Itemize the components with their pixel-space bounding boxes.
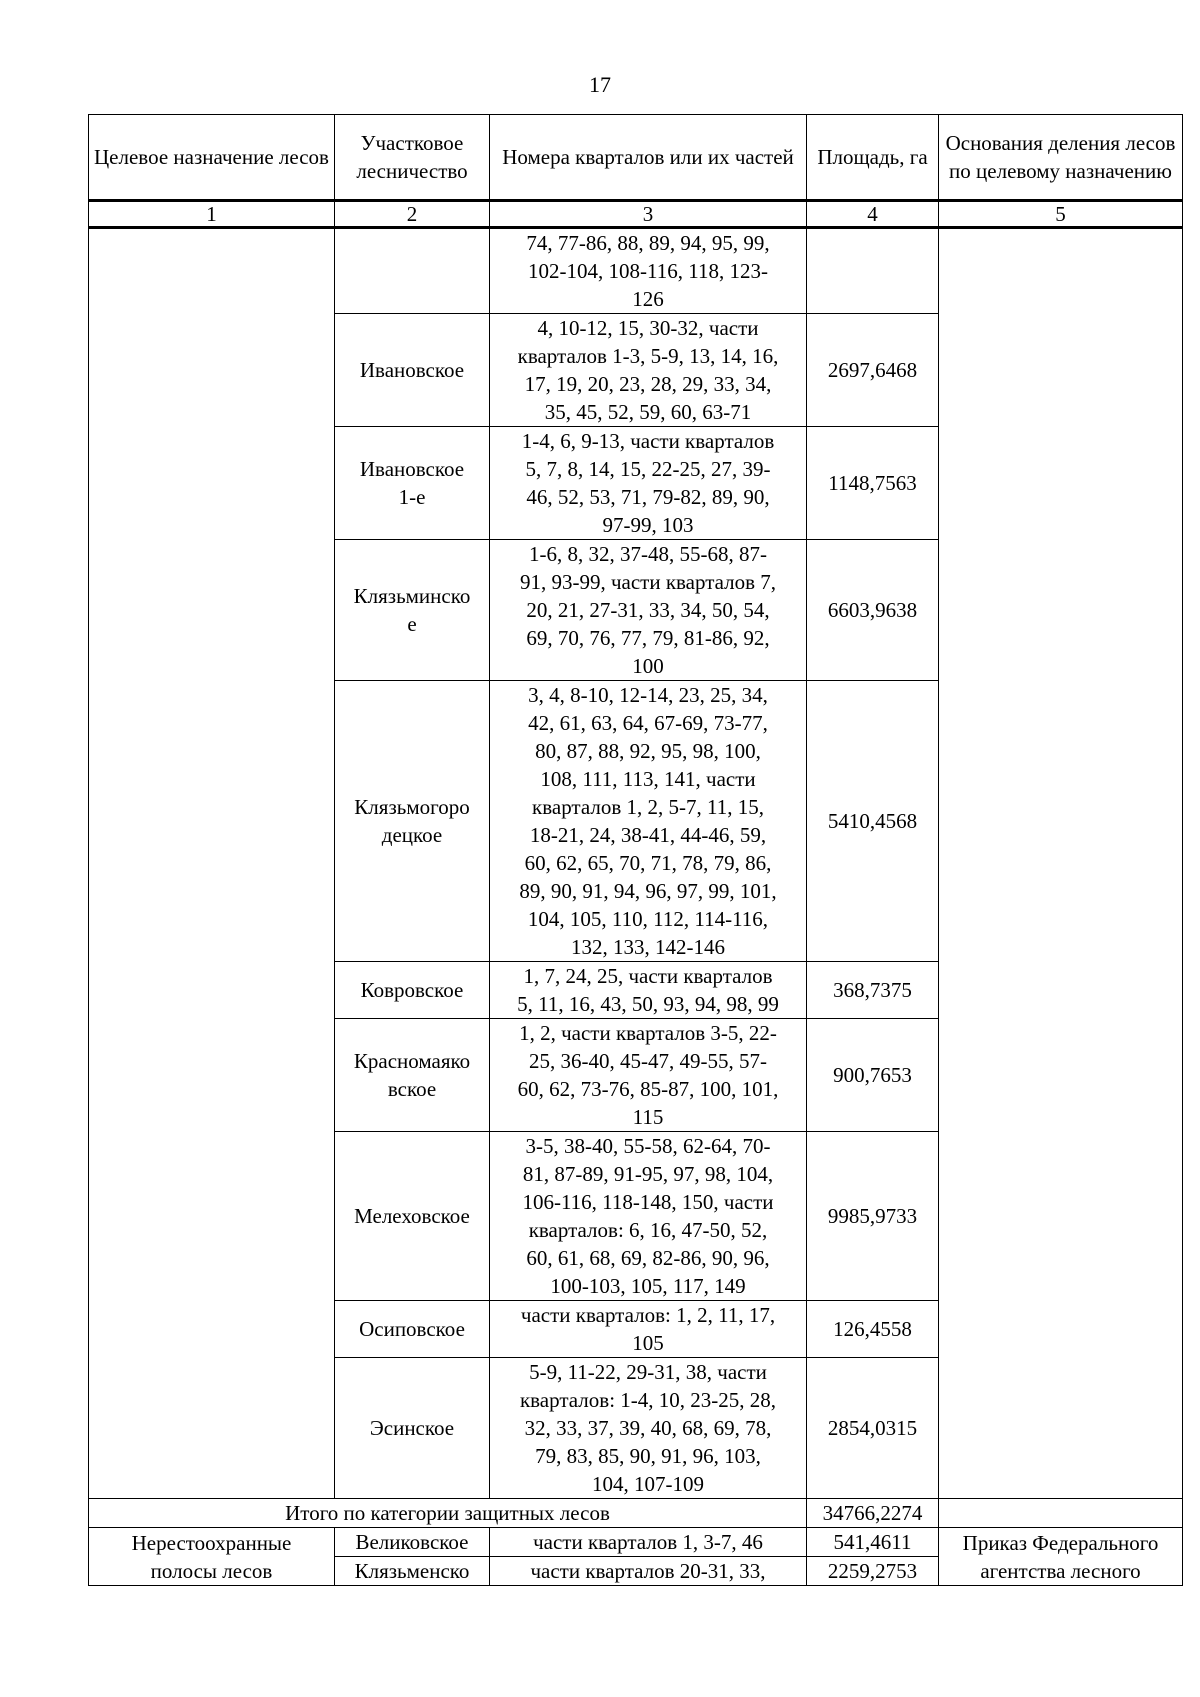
quarters-cell: части кварталов 20-31, 33, <box>490 1557 807 1586</box>
header-row <box>89 115 1183 201</box>
quarters-cell: 74, 77-86, 88, 89, 94, 95, 99, 102-104, 108-116, 118, 123- 126 <box>490 228 807 314</box>
subtotal-area: 34766,2274 <box>807 1499 939 1528</box>
purpose-cell-empty <box>89 228 335 1499</box>
quarters-cell: 1, 2, части кварталов 3-5, 22- 25, 36-40, 45-47, 49-55, 57- 60, 62, 73-76, 85-87, 100, 101, 115 <box>490 1019 807 1132</box>
area-cell: 368,7375 <box>807 962 939 1019</box>
column-number: 2 <box>335 201 490 228</box>
quarters-cell: 4, 10-12, 15, 30-32, части кварталов 1-3, 5-9, 13, 14, 16, 17, 19, 20, 23, 28, 29, 33, 34, 35, 45, 52, 59, 60, 63-71 <box>490 314 807 427</box>
header-purpose: Целевое назначение лесов <box>89 115 335 201</box>
subtotal-label: Итого по категории защитных лесов <box>89 1499 807 1528</box>
quarters-cell: 1, 7, 24, 25, части кварталов 5, 11, 16, 43, 50, 93, 94, 98, 99 <box>490 962 807 1019</box>
header-area: Площадь, га <box>807 115 939 201</box>
forestry-cell: Клязьмогоро децкое <box>335 681 490 962</box>
header-basis: Основания деления лесов по целевому назначению <box>939 115 1183 201</box>
forest-purpose-table <box>88 114 1183 1586</box>
forestry-cell: Осиповское <box>335 1301 490 1358</box>
forestry-cell: Клязьминско е <box>335 540 490 681</box>
area-cell: 1148,7563 <box>807 427 939 540</box>
forestry-cell: Мелеховское <box>335 1132 490 1301</box>
quarters-cell: 5-9, 11-22, 29-31, 38, части кварталов: 1-4, 10, 23-25, 28, 32, 33, 37, 39, 40, 68, 69, 78, 79, 83, 85, 90, 91, 96, 103, 104, 107-109 <box>490 1358 807 1499</box>
forestry-cell <box>335 228 490 314</box>
forestry-cell: Ивановское <box>335 314 490 427</box>
forestry-cell: Эсинское <box>335 1358 490 1499</box>
basis-cell: Приказ Федерального агентства лесного <box>939 1528 1183 1586</box>
column-number: 5 <box>939 201 1183 228</box>
basis-cell-empty <box>939 228 1183 1499</box>
header-forestry: Участковое лесничество <box>335 115 490 201</box>
forestry-cell: Красномаяко вское <box>335 1019 490 1132</box>
quarters-cell: части кварталов: 1, 2, 11, 17, 105 <box>490 1301 807 1358</box>
purpose-cell: Нерестоохранные полосы лесов <box>89 1528 335 1586</box>
table-row <box>89 228 1183 314</box>
area-cell: 2259,2753 <box>807 1557 939 1586</box>
forestry-cell: Ивановское 1-е <box>335 427 490 540</box>
area-cell: 900,7653 <box>807 1019 939 1132</box>
forestry-cell: Ковровское <box>335 962 490 1019</box>
column-number: 3 <box>490 201 807 228</box>
area-cell <box>807 228 939 314</box>
area-cell: 541,4611 <box>807 1528 939 1557</box>
quarters-cell: 1-6, 8, 32, 37-48, 55-68, 87- 91, 93-99, части кварталов 7, 20, 21, 27-31, 33, 34, 50, 54, 69, 70, 76, 77, 79, 81-86, 92, 100 <box>490 540 807 681</box>
quarters-cell: части кварталов 1, 3-7, 46 <box>490 1528 807 1557</box>
area-cell: 126,4558 <box>807 1301 939 1358</box>
forestry-cell: Клязьменско <box>335 1557 490 1586</box>
subtotal-row <box>89 1499 1183 1528</box>
forestry-cell: Великовское <box>335 1528 490 1557</box>
quarters-cell: 3, 4, 8-10, 12-14, 23, 25, 34, 42, 61, 63, 64, 67-69, 73-77, 80, 87, 88, 92, 95, 98, 100, 108, 111, 113, 141, части кварталов 1, 2, 5-7, 11, 15, 18-21, 24, 38-41, 44-46, 59, 60, 62, 65, 70, 71, 78, 79, 86, 89, 90, 91, 94, 96, 97, 99, 101, 104, 105, 110, 112, 114-116, 132, 133, 142-146 <box>490 681 807 962</box>
quarters-cell: 1-4, 6, 9-13, части кварталов 5, 7, 8, 14, 15, 22-25, 27, 39- 46, 52, 53, 71, 79-82, 89, 90, 97-99, 103 <box>490 427 807 540</box>
area-cell: 5410,4568 <box>807 681 939 962</box>
subtotal-basis-empty <box>939 1499 1183 1528</box>
column-numbers-row <box>89 201 1183 228</box>
quarters-cell: 3-5, 38-40, 55-58, 62-64, 70- 81, 87-89, 91-95, 97, 98, 104, 106-116, 118-148, 150, части кварталов: 6, 16, 47-50, 52, 60, 61, 68, 69, 82-86, 90, 96, 100-103, 105, 117, 149 <box>490 1132 807 1301</box>
header-quarters: Номера кварталов или их частей <box>490 115 807 201</box>
column-number: 1 <box>89 201 335 228</box>
area-cell: 9985,9733 <box>807 1132 939 1301</box>
page-number: 17 <box>589 72 611 97</box>
table-row <box>89 1528 1183 1557</box>
area-cell: 2697,6468 <box>807 314 939 427</box>
column-number: 4 <box>807 201 939 228</box>
area-cell: 6603,9638 <box>807 540 939 681</box>
area-cell: 2854,0315 <box>807 1358 939 1499</box>
